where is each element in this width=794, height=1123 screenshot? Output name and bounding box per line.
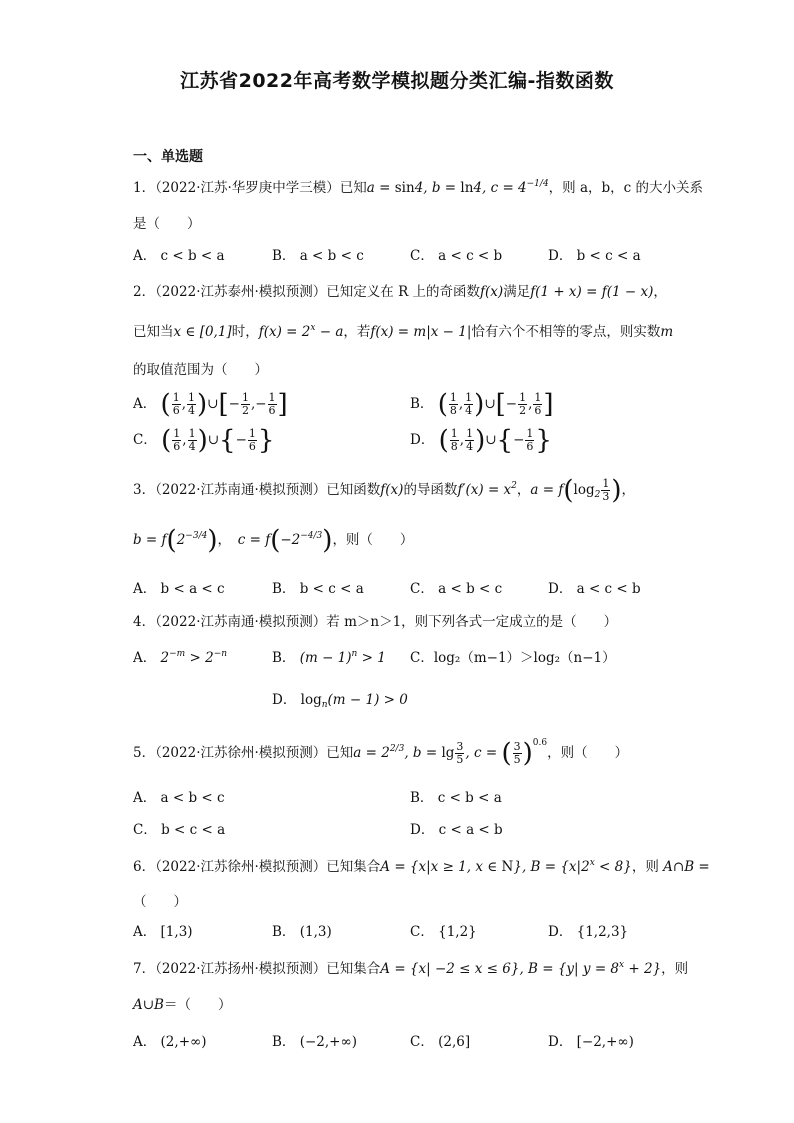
question-6-option-a[interactable]: A． [1,3) — [133, 924, 193, 940]
question-3-option-b[interactable]: B． b < c < a — [272, 581, 364, 597]
question-5-option-d[interactable]: D． c < a < b — [410, 822, 503, 838]
question-7-option-a[interactable]: A． (2,+∞) — [133, 1034, 207, 1050]
section-heading: 一、单选题 — [133, 149, 203, 165]
question-6-stem-end: （ ） — [133, 894, 187, 910]
question-2-stem-line2: 已知当x ∈ [0,1]时，$f(x) = 2^x - a$，若f(x) = m|x − 1|恰有六个不相等的零点，则实数m — [133, 323, 674, 340]
document-title: 江苏省2022年高考数学模拟题分类汇编-指数函数 — [180, 70, 614, 92]
question-3-stem-line2: $b = f(2^{-3/4})$， $c = f(-2^{-4/3})$，则（ ） — [133, 525, 414, 556]
question-6-option-b[interactable]: B． (1,3) — [272, 924, 332, 940]
question-7-option-c[interactable]: C． (2,6] — [410, 1034, 471, 1050]
question-2-stem: 2．（2022·江苏泰州·模拟预测）已知定义在 R 上的奇函数f(x)满足f(1 + x) = f(1 − x)， — [133, 284, 667, 300]
question-5-option-b[interactable]: B． c < b < a — [410, 790, 502, 806]
question-4-stem: 4．（2022·江苏南通·模拟预测）若 m＞n＞1，则下列各式一定成立的是（ ） — [133, 614, 618, 630]
question-1-stem: 1．（2022·江苏·华罗庚中学三模）已知a = sin4, b = ln4, $c = 4^{-1/4}$，则 a，b，c 的大小关系 — [133, 179, 704, 196]
question-1-option-a[interactable]: A． c < b < a — [133, 248, 225, 264]
question-2-option-a[interactable]: A． ( $\frac{1}{6}$ , $\frac{1}{4}$ )∪[− $\frac{1}{2}$ ,− $\frac{1}{6}$ ] — [133, 389, 288, 420]
question-2-option-c[interactable]: C． ( $\frac{1}{6}$ , $\frac{1}{4}$ )∪{− $\frac{1}{6}$ } — [133, 425, 275, 456]
question-7-stem-end: A∪B＝（ ） — [133, 997, 232, 1013]
question-2-option-b[interactable]: B． ( $\frac{1}{8}$ , $\frac{1}{4}$ )∪[− $\frac{1}{2}$ , $\frac{1}{6}$ ] — [410, 389, 554, 420]
question-1-option-b[interactable]: B． a < b < c — [272, 248, 364, 264]
question-3-option-c[interactable]: C． a < b < c — [410, 581, 503, 597]
question-2-stem-line3: 的取值范围为（ ） — [133, 362, 268, 378]
question-3-stem: 3．（2022·江苏南通·模拟预测）已知函数f(x)的导函数$f'(x) = x^2$，$a = f(\log_2$ $\frac{1}{3}$ )， — [133, 475, 635, 506]
question-5-option-a[interactable]: A． a < b < c — [133, 790, 225, 806]
question-2-option-d[interactable]: D． ( $\frac{1}{8}$ , $\frac{1}{4}$ )∪{− $\frac{1}{6}$ } — [410, 425, 552, 456]
question-3-option-a[interactable]: A． b < a < c — [133, 581, 225, 597]
question-4-option-b[interactable]: B． $(m - 1)^n > 1$ — [272, 649, 386, 666]
question-1-stem-end: 是（ ） — [133, 216, 201, 232]
question-4-option-a[interactable]: A． $2^{-m} > 2^{-n}$ — [133, 649, 228, 666]
question-6-option-d[interactable]: D． {1,2,3} — [548, 924, 629, 940]
question-4-option-c[interactable]: C．log₂（m−1）＞log₂（n−1） — [410, 650, 616, 666]
question-5-stem: 5．（2022·江苏徐州·模拟预测）已知$a = 2^{2/3}$, b = lg $\frac{3}{5}$ , c = ( $\frac{3}{5}$ )$^{0.6}$，则（ ） — [133, 738, 629, 769]
question-1-formula: a = sin4, b = ln4, $c = 4^{-1/4}$ — [366, 179, 549, 196]
question-3-option-d[interactable]: D． a < c < b — [548, 581, 641, 597]
question-6-stem: 6．（2022·江苏徐州·模拟预测）已知集合A = {x|x ≥ 1, x ∈ N}, $B = \{x|2^x < 8\}$，则 A∩B = — [133, 858, 710, 875]
question-7-stem: 7．（2022·江苏扬州·模拟预测）已知集合A = {x| −2 ≤ x ≤ 6}, B = {y| $y = 8^x + 2$}，则 — [133, 960, 689, 977]
question-7-option-b[interactable]: B． (−2,+∞) — [272, 1034, 357, 1050]
question-1-option-d[interactable]: D． b < c < a — [548, 248, 641, 264]
question-1-option-c[interactable]: C． a < c < b — [410, 248, 503, 264]
question-6-option-c[interactable]: C． {1,2} — [410, 924, 477, 940]
question-5-option-c[interactable]: C． b < c < a — [133, 822, 226, 838]
question-4-option-d[interactable]: D． $\log_n(m - 1) > 0$ — [272, 692, 408, 710]
question-7-option-d[interactable]: D． [−2,+∞) — [548, 1034, 634, 1050]
